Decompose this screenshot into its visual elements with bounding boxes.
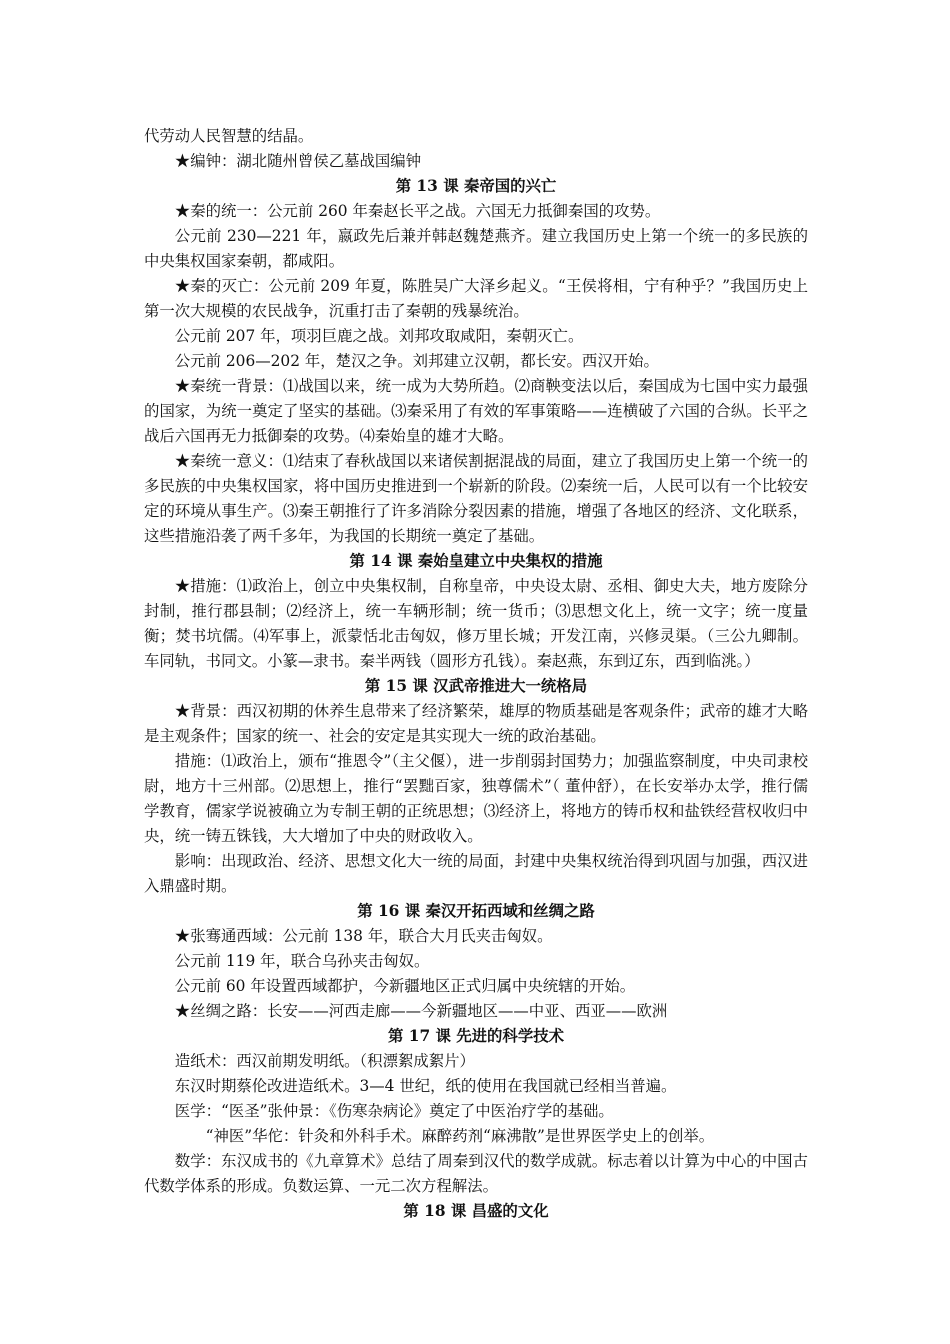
lesson-17-para: 东汉时期蔡伦改进造纸术。3—4 世纪，纸的使用在我国就已经相当普遍。 <box>174 1077 677 1095</box>
lesson-15-para: 措施：⑴政治上，颁布“推恩令”（主父偃），进一步削弱封国势力；加强监察制度，中央司隶校尉，地方十三州部。⑵思想上，推行“罢黜百家，独尊儒术”（ 董仲舒），在长安举办太学，推行儒学教育，儒家学说被确立为专制王朝的正统思想；⑶经济上，将地方的铸币权和盐铁经营权收归中央，统一铸五铢钱，大大增加了中央的财政收入。 <box>144 752 808 845</box>
lesson-15-para: 影响：出现政治、经济、思想文化大一统的局面，封建中央集权统治得到巩固与加强，西汉进入鼎盛时期。 <box>144 852 808 895</box>
lesson-17-para: 医学：“医圣”张仲景：《伤寒杂病论》奠定了中医治疗学的基础。 <box>174 1102 614 1120</box>
lesson-17-para: “神医”华佗：针灸和外科手术。麻醉药剂“麻沸散”是世界医学史上的创举。 <box>205 1127 715 1145</box>
lesson-16-para: ★张骞通西域：公元前 138 年，联合大月氏夹击匈奴。 <box>174 927 553 945</box>
lesson-14-title: 第 14 课 秦始皇建立中央集权的措施 <box>349 552 603 570</box>
lesson-18-title: 第 18 课 昌盛的文化 <box>403 1202 549 1220</box>
lesson-17-para: 造纸术：西汉前期发明纸。（积漂絮成絮片） <box>174 1052 475 1070</box>
lesson-16-para: 公元前 119 年，联合乌孙夹击匈奴。 <box>174 952 430 970</box>
intro-continuation: 代劳动人民智慧的结晶。 <box>144 127 314 145</box>
lesson-17-title: 第 17 课 先进的科学技术 <box>387 1027 564 1045</box>
lesson-13-para: ★秦的灭亡：公元前 209 年夏，陈胜吴广大泽乡起义。“王侯将相，宁有种乎？”我国历史上第一次大规模的农民战争，沉重打击了秦朝的残暴统治。 <box>144 277 808 320</box>
lesson-13-para: 公元前 230—221 年，嬴政先后兼并韩赵魏楚燕齐。建立我国历史上第一个统一的多民族的中央集权国家秦朝，都咸阳。 <box>144 227 808 270</box>
lesson-13-para: ★秦统一意义：⑴结束了春秋战国以来诸侯割据混战的局面，建立了我国历史上第一个统一的多民族的中央集权国家，将中国历史推进到一个崭新的阶段。⑵秦统一后，人民可以有一个比较安定的环境从事生产。⑶秦王朝推行了许多消除分裂因素的措施，增强了各地区的经济、文化联系，这些措施沿袭了两千多年，为我国的长期统一奠定了基础。 <box>144 452 808 545</box>
lesson-13-para: ★秦的统一：公元前 260 年秦赵长平之战。六国无力抵御秦国的攻势。 <box>174 202 661 220</box>
lesson-16-title: 第 16 课 秦汉开拓西域和丝绸之路 <box>357 902 595 920</box>
lesson-17-para: 数学：东汉成书的《九章算术》总结了周秦到汉代的数学成就。标志着以计算为中心的中国古代数学体系的形成。负数运算、一元二次方程解法。 <box>144 1152 808 1195</box>
document-page <box>144 124 808 1224</box>
lesson-13-para: ★秦统一背景：⑴战国以来，统一成为大势所趋。⑵商鞅变法以后，秦国成为七国中实力最强的国家，为统一奠定了坚实的基础。⑶秦采用了有效的军事策略——连横破了六国的合纵。长平之战后六国再无力抵御秦的攻势。⑷秦始皇的雄才大略。 <box>144 377 808 445</box>
intro-bianzhong: ★编钟：湖北随州曾侯乙墓战国编钟 <box>174 152 422 170</box>
lesson-13-para: 公元前 206—202 年，楚汉之争。刘邦建立汉朝，都长安。西汉开始。 <box>174 352 659 370</box>
lesson-15-para: ★背景：西汉初期的休养生息带来了经济繁荣，雄厚的物质基础是客观条件；武帝的雄才大略是主观条件；国家的统一、社会的安定是其实现大一统的政治基础。 <box>144 702 808 745</box>
lesson-13-title: 第 13 课 秦帝国的兴亡 <box>395 177 557 195</box>
lesson-14-para: ★措施：⑴政治上，创立中央集权制，自称皇帝，中央设太尉、丞相、御史大夫，地方废除分封制，推行郡县制；⑵经济上，统一车辆形制；统一货币；⑶思想文化上，统一文字；统一度量衡；焚书坑儒。⑷军事上，派蒙恬北击匈奴，修万里长城；开发江南，兴修灵渠。（三公九卿制。车同轨，书同文。小篆—隶书。秦半两钱（圆形方孔钱）。秦赵燕，东到辽东，西到临洮。） <box>144 577 808 670</box>
lesson-13-para: 公元前 207 年，项羽巨鹿之战。刘邦攻取咸阳，秦朝灭亡。 <box>174 327 584 345</box>
lesson-16-para: 公元前 60 年设置西域都护，今新疆地区正式归属中央统辖的开始。 <box>174 977 636 995</box>
lesson-16-para: ★丝绸之路：长安——河西走廊——今新疆地区——中亚、西亚——欧洲 <box>174 1002 668 1020</box>
lesson-15-title: 第 15 课 汉武帝推进大一统格局 <box>364 677 588 695</box>
